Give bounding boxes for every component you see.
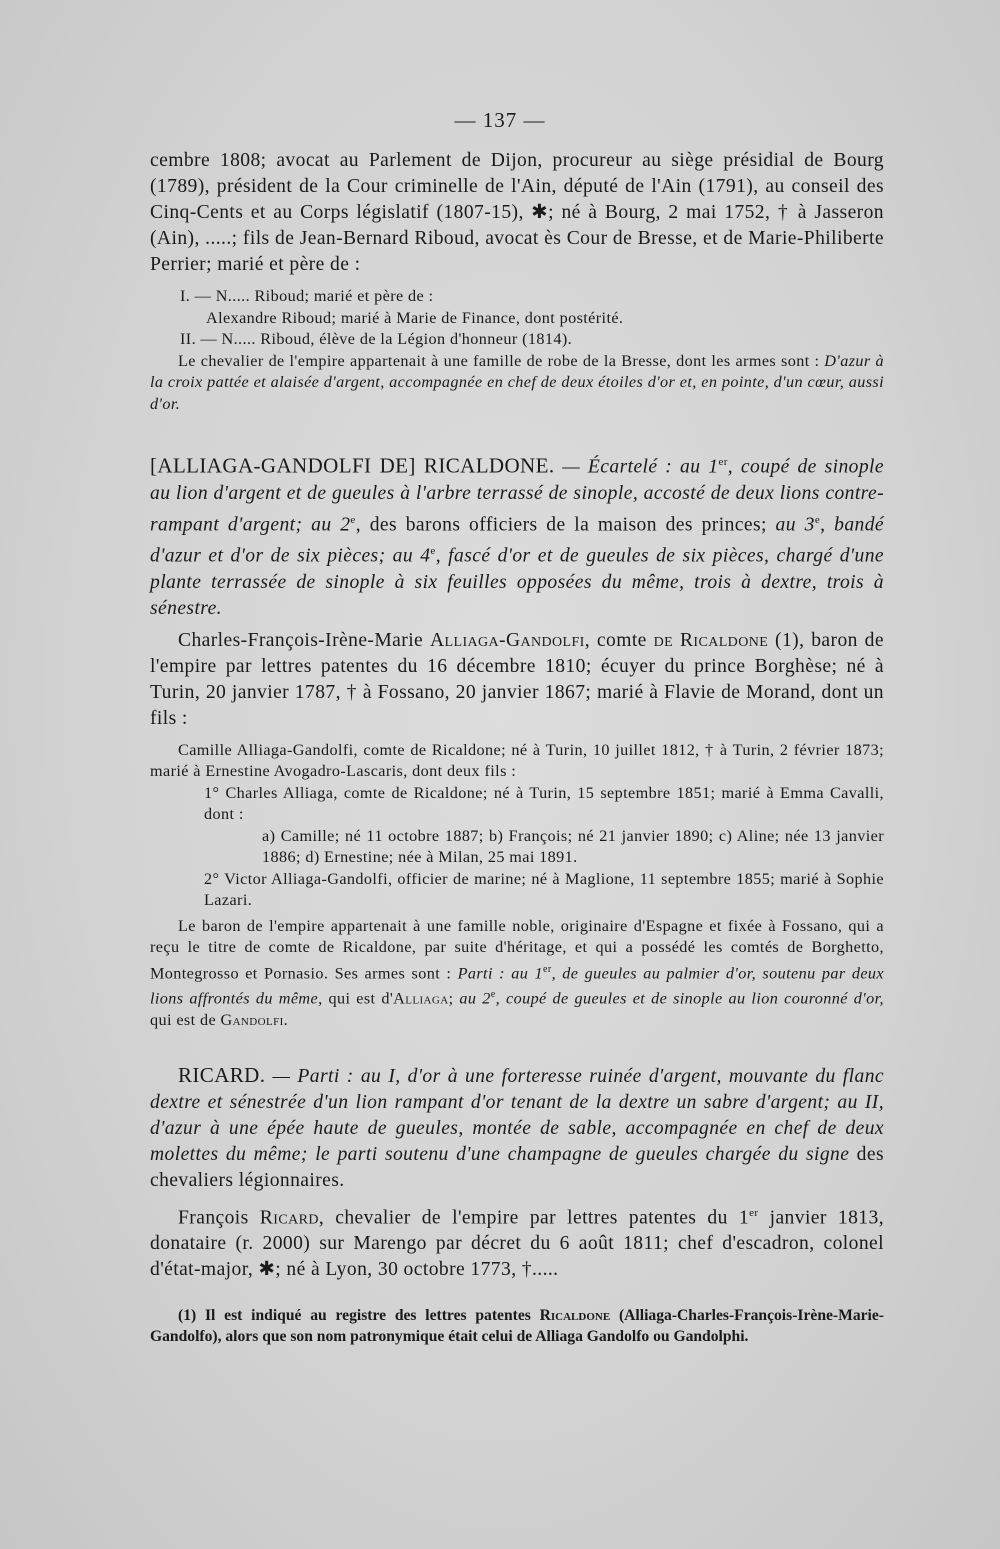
blazon-part: au 2 bbox=[459, 989, 491, 1008]
text: qui est d' bbox=[322, 989, 394, 1008]
ricard-heading-blazon bbox=[150, 1062, 884, 1194]
text: qui est de bbox=[150, 1011, 221, 1030]
text: Le baron de l'empire appartenait à une famille noble, originaire d'Espagne et fixée à Fossano, qui a reçu le titre de comte de Ricaldone, par suite d'héritage, et qui a possédé les comtés de Borghetto, Montegrosso et Pornasio. Ses armes sont : bbox=[150, 916, 884, 982]
ricard-title: RICARD. bbox=[178, 1062, 266, 1087]
text: François bbox=[178, 1207, 260, 1229]
text: janvier 1813, donataire (r. 2000) sur Marengo par décret du 6 août 1811; chef d'escadron, colonel d'état-major, ✱; né à Lyon, 30 octobre 1773, †..... bbox=[150, 1207, 885, 1281]
ricaldone-arms-note bbox=[150, 916, 884, 1032]
text: (1) Il est indiqué au registre des lettres patentes bbox=[178, 1307, 540, 1325]
text: . bbox=[283, 1011, 289, 1030]
text: (Alliaga-Charles-François-Irène-Marie-Gandolfo), alors que son nom patronymique était celui de Alliaga Gandolfo ou Gandolphi. bbox=[150, 1307, 884, 1346]
text: , chevalier de l'empire par lettres patentes du 1 bbox=[318, 1207, 750, 1229]
blazon-part: au 3 bbox=[766, 514, 815, 536]
separator bbox=[150, 1032, 884, 1062]
blazon-part: , bandé d'azur et d'or de six pièces; au 4 bbox=[150, 514, 885, 567]
ricaldone-biography bbox=[150, 628, 884, 732]
riboud-child-1: I. — N..... Riboud; marié et père de : bbox=[180, 287, 434, 305]
family-name: Gandolfi bbox=[220, 1011, 284, 1030]
arms-blazon: D'azur à la croix pattée et alaisée d'argent, accompagnée en chef de deux étoiles d'or et, en pointe, d'un cœur, aussi d'or. bbox=[150, 351, 885, 413]
main-column bbox=[150, 148, 884, 1347]
text: des chevaliers légionnaires. bbox=[150, 1143, 884, 1191]
sup: er bbox=[542, 963, 552, 975]
footnote bbox=[150, 1305, 884, 1347]
grandson-2: 2° Victor Alliaga-Gandolfi, officier de marine; né à Maglione, 11 septembre 1855; marié à Sophie Lazari. bbox=[204, 869, 884, 910]
family-name: Alliaga bbox=[393, 989, 449, 1008]
arms-intro: Le chevalier de l'empire appartenait à une famille de robe de la Bresse, dont les armes sont : bbox=[178, 351, 825, 370]
blazon-part: , coupé de sinople au lion d'argent et de gueules à l'arbre terrassé de sinople, accosté de deux lions contre-rampant d'argent; au 2 bbox=[150, 456, 884, 536]
riboud-arms-note bbox=[150, 351, 884, 416]
ricaldone-son: Camille Alliaga-Gandolfi, comte de Ricaldone; né à Turin, 10 juillet 1812, † à Turin, 2 février 1873; marié à Ernestine Avogadro-Lascaris, dont deux fils : bbox=[150, 740, 884, 781]
blazon-part: — Écartelé : au 1 bbox=[554, 456, 719, 478]
person-title: de Ricaldone bbox=[653, 629, 769, 651]
riboud-paragraph: cembre 1808; avocat au Parlement de Dijon, procureur au siège présidial de Bourg (1789), président de la Cour criminelle de l'Ain, député de l'Ain (1791), au conseil des Cinq-Cents et au Corps législatif (1807-15), ✱; né à Bourg, 2 mai 1752, † à Jasseron (Ain), .....; fils de Jean-Bernard Riboud, avocat ès Cour de Bresse, et de Marie-Philiberte Perrier; marié et père de : bbox=[150, 150, 884, 275]
page-number: — 137 — bbox=[454, 108, 546, 132]
sup: er bbox=[749, 1206, 759, 1219]
text: Charles-François-Irène-Marie bbox=[178, 629, 430, 651]
ricaldone-heading-blazon bbox=[150, 449, 884, 622]
grandson-1: 1° Charles Alliaga, comte de Ricaldone; né à Turin, 15 septembre 1851; marié à Emma Cavalli, dont : bbox=[204, 783, 884, 824]
person-name: Alliaga-Gandolfi bbox=[429, 629, 585, 651]
text: , comte bbox=[584, 629, 654, 651]
sup: e bbox=[430, 545, 436, 558]
blazon-part: , des barons officiers de la maison des princes; bbox=[355, 514, 767, 536]
sup: e bbox=[350, 513, 356, 526]
sup: e bbox=[814, 513, 821, 526]
blazon-part: , de gueules au palmier d'or, soutenu par deux lions affrontés du même, bbox=[150, 963, 884, 1008]
blazon-part: , fascé d'or et de gueules de six pièces, chargé d'une plante terrassée de sinople à six feuilles opposées du même, trois à dextre, trois à sénestre. bbox=[150, 545, 884, 619]
ricaldone-title: [ALLIAGA-GANDOLFI DE] RICALDONE. bbox=[150, 453, 555, 478]
ricard-biography bbox=[150, 1200, 884, 1284]
sup: er bbox=[718, 456, 728, 468]
person-name: Ricard bbox=[259, 1207, 319, 1229]
separator bbox=[150, 415, 884, 449]
blazon-part: , coupé de gueules et de sinople au lion couronné d'or, bbox=[495, 989, 884, 1008]
text: ; bbox=[448, 989, 460, 1008]
text: (1), baron de l'empire par lettres patentes du 16 décembre 1810; écuyer du prince Borghèse; né à Turin, 20 janvier 1787, † à Fossano, 20 janvier 1867; marié à Flavie de Morand, dont un fils : bbox=[150, 629, 884, 729]
riboud-grandchild: Alexandre Riboud; marié à Marie de Finance, dont postérité. bbox=[206, 308, 624, 327]
great-grandchildren: a) Camille; né 11 octobre 1887; b) François; né 21 janvier 1890; c) Aline; née 13 janvier 1886; d) Ernestine; née à Milan, 25 mai 1891. bbox=[262, 826, 884, 867]
title-name: Ricaldone bbox=[539, 1307, 611, 1325]
blazon-part: — Parti : au I, d'or à une forteresse ruinée d'argent, mouvante du flanc dextre et sénestrée d'un lion rampant d'or tenant de la dextre un sabre d'argent; au II, d'azur à une épée haute de gueules, montée de sable, accompagnée en chef de deux molettes du même; le parti soutenu d'une champagne de gueules chargée du signe bbox=[150, 1065, 884, 1165]
riboud-child-2: II. — N..... Riboud, élève de la Légion d'honneur (1814). bbox=[180, 330, 573, 348]
sup: e bbox=[490, 989, 496, 1001]
blazon-part: Parti : au 1 bbox=[457, 963, 543, 982]
